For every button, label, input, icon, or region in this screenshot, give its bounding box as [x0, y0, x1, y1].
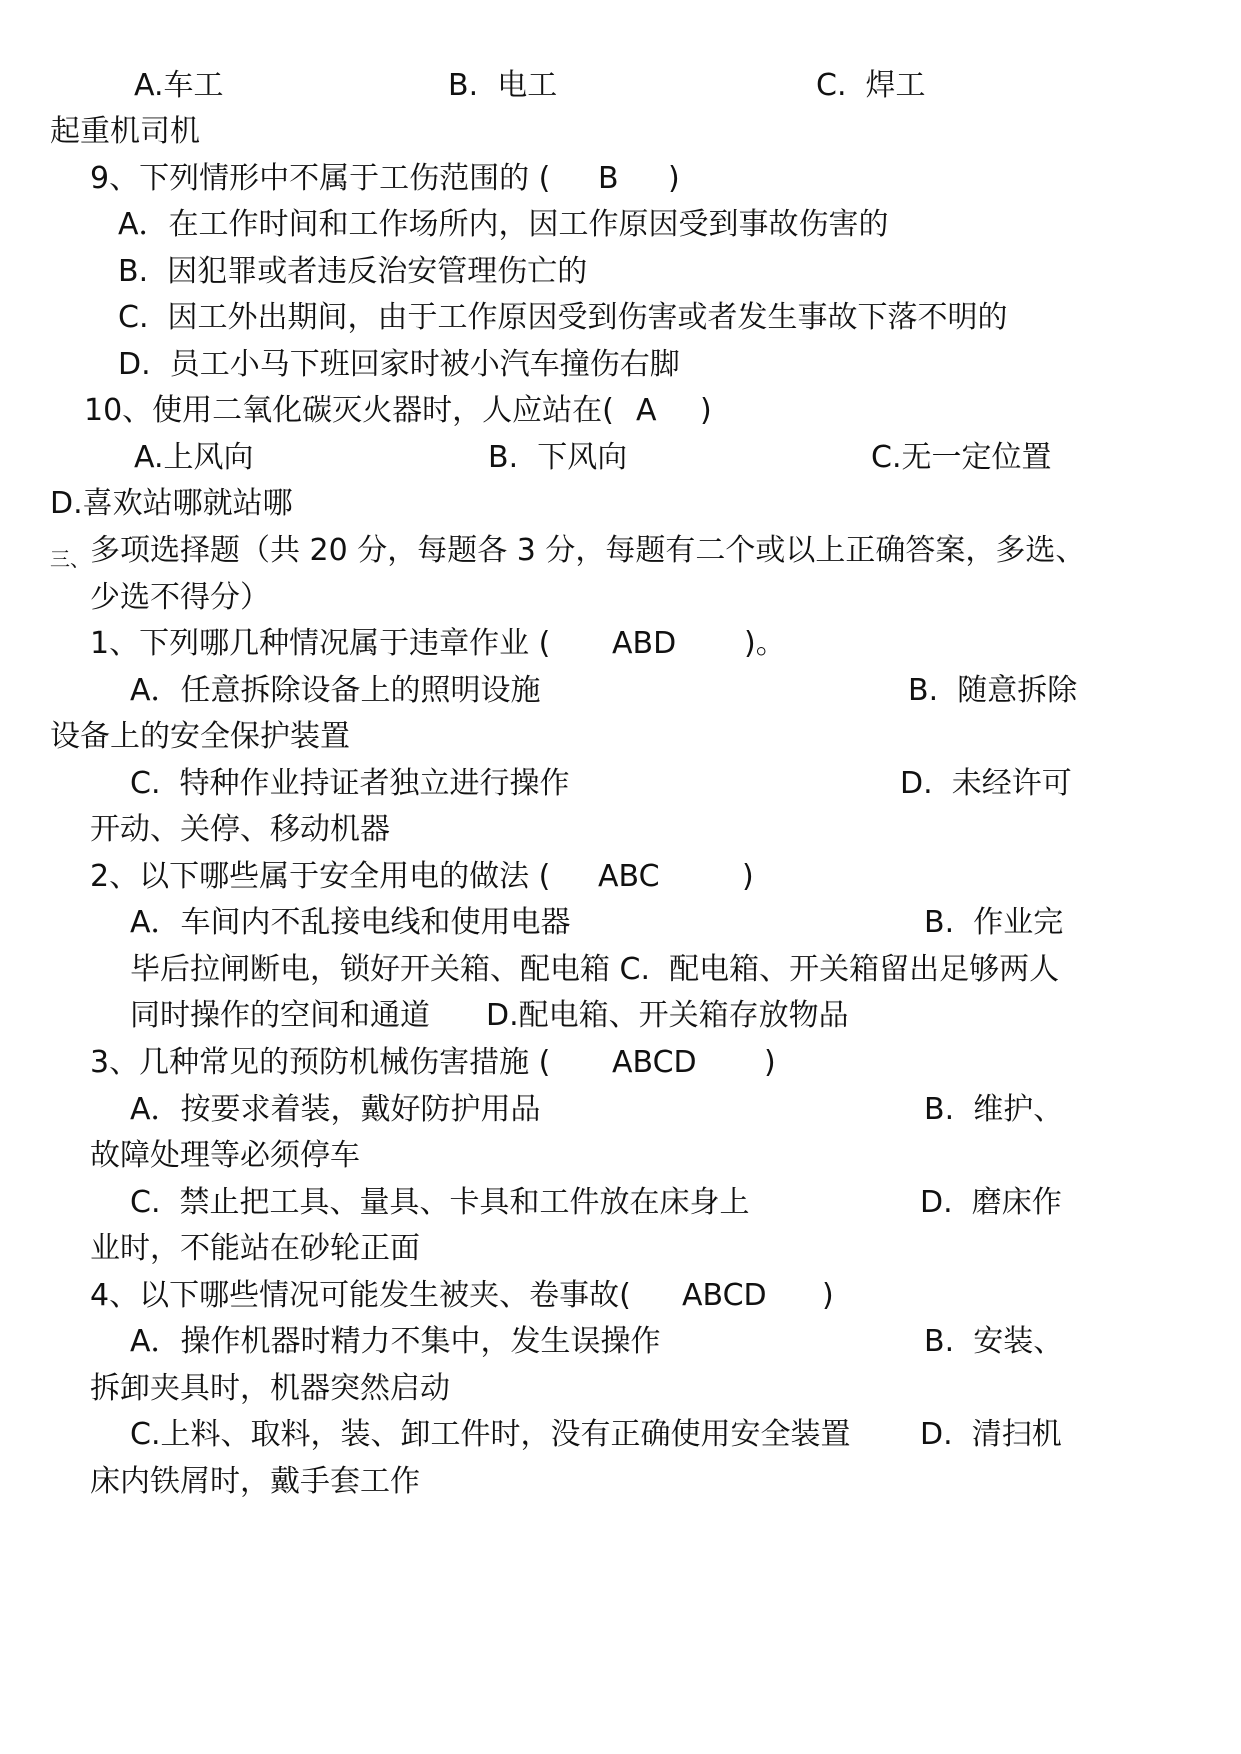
m4-stem: 4、以下哪些情况可能发生被夹、卷事故( [90, 1278, 631, 1313]
q8-option-d-continued: 起重机司机 [50, 114, 200, 149]
m3-option-b: B. 维护、 [924, 1092, 1064, 1127]
m1-option-d: D. 未经许可 [900, 766, 1072, 801]
q10-answer: A [636, 393, 657, 428]
q9-option-c: C. 因工外出期间，由于工作原因受到伤害或者发生事故下落不明的 [118, 300, 1008, 335]
q8-option-b: B. 电工 [448, 68, 558, 103]
m4-option-a: A．操作机器时精力不集中，发生误操作 [130, 1324, 661, 1359]
m1-option-a: A．任意拆除设备上的照明设施 [130, 673, 541, 708]
q10-option-a: A.上风向 [134, 440, 254, 475]
m1-option-b: B. 随意拆除 [908, 673, 1078, 708]
m4-option-b: B. 安装、 [924, 1324, 1064, 1359]
m1-stem: 1、下列哪几种情况属于违章作业 ( [90, 626, 551, 661]
m2-option-b-c-line: 毕后拉闸断电，锁好开关箱、配电箱 C. 配电箱、开关箱留出足够两人 [130, 952, 1060, 987]
m2-option-a: A．车间内不乱接电线和使用电器 [130, 905, 571, 940]
q10-close-paren: ) [700, 393, 712, 428]
q10-option-c: C.无一定位置 [871, 440, 1052, 475]
q9-option-d: D. 员工小马下班回家时被小汽车撞伤右脚 [118, 347, 680, 382]
q8-option-c: C. 焊工 [816, 68, 926, 103]
q10-option-b: B. 下风向 [488, 440, 628, 475]
section-title-continued: 少选不得分） [90, 580, 270, 615]
q10-option-d: D.喜欢站哪就站哪 [50, 486, 293, 521]
m3-option-d-continued: 业时，不能站在砂轮正面 [90, 1231, 420, 1266]
q9-option-b: B. 因犯罪或者违反治安管理伤亡的 [118, 254, 588, 289]
m1-answer: ABD [612, 626, 677, 661]
q9-close-paren: ) [668, 161, 680, 196]
m1-close-paren: )。 [744, 626, 786, 661]
m2-option-d: D.配电箱、开关箱存放物品 [486, 998, 849, 1033]
m4-option-c: C.上料、取料，装、卸工件时，没有正确使用安全装置 [130, 1417, 851, 1452]
m3-option-b-continued: 故障处理等必须停车 [90, 1138, 360, 1173]
m1-option-b-continued: 设备上的安全保护装置 [50, 719, 350, 754]
m4-answer: ABCD [682, 1278, 767, 1313]
m3-close-paren: ) [764, 1045, 776, 1080]
m4-close-paren: ) [822, 1278, 834, 1313]
m1-option-c: C. 特种作业持证者独立进行操作 [130, 766, 570, 801]
m3-stem: 3、几种常见的预防机械伤害措施 ( [90, 1045, 551, 1080]
m3-option-d: D. 磨床作 [920, 1185, 1062, 1220]
m1-option-d-continued: 开动、关停、移动机器 [90, 812, 390, 847]
m3-answer: ABCD [612, 1045, 697, 1080]
section-number: 三、 [50, 547, 90, 571]
m4-option-d: D. 清扫机 [920, 1417, 1062, 1452]
m3-option-c: C. 禁止把工具、量具、卡具和工件放在床身上 [130, 1185, 750, 1220]
m2-option-b: B. 作业完 [924, 905, 1064, 940]
m2-option-c-continued: 同时操作的空间和通道 [130, 998, 430, 1033]
m4-option-d-continued: 床内铁屑时，戴手套工作 [90, 1464, 420, 1499]
m2-close-paren: ) [742, 859, 754, 894]
section-title: 多项选择题（共 20 分，每题各 3 分，每题有二个或以上正确答案，多选、 [90, 533, 1086, 568]
m2-answer: ABC [598, 859, 660, 894]
q10-stem: 10、使用二氧化碳灭火器时，人应站在( [84, 393, 614, 428]
q9-stem: 9、下列情形中不属于工伤范围的 ( [90, 161, 551, 196]
m2-stem: 2、以下哪些属于安全用电的做法 ( [90, 859, 551, 894]
m4-option-b-continued: 拆卸夹具时，机器突然启动 [90, 1371, 450, 1406]
m3-option-a: A．按要求着装，戴好防护用品 [130, 1092, 541, 1127]
q8-option-a: A.车工 [134, 68, 224, 103]
q9-answer: B [598, 161, 619, 196]
q9-option-a: A．在工作时间和工作场所内，因工作原因受到事故伤害的 [118, 207, 889, 242]
